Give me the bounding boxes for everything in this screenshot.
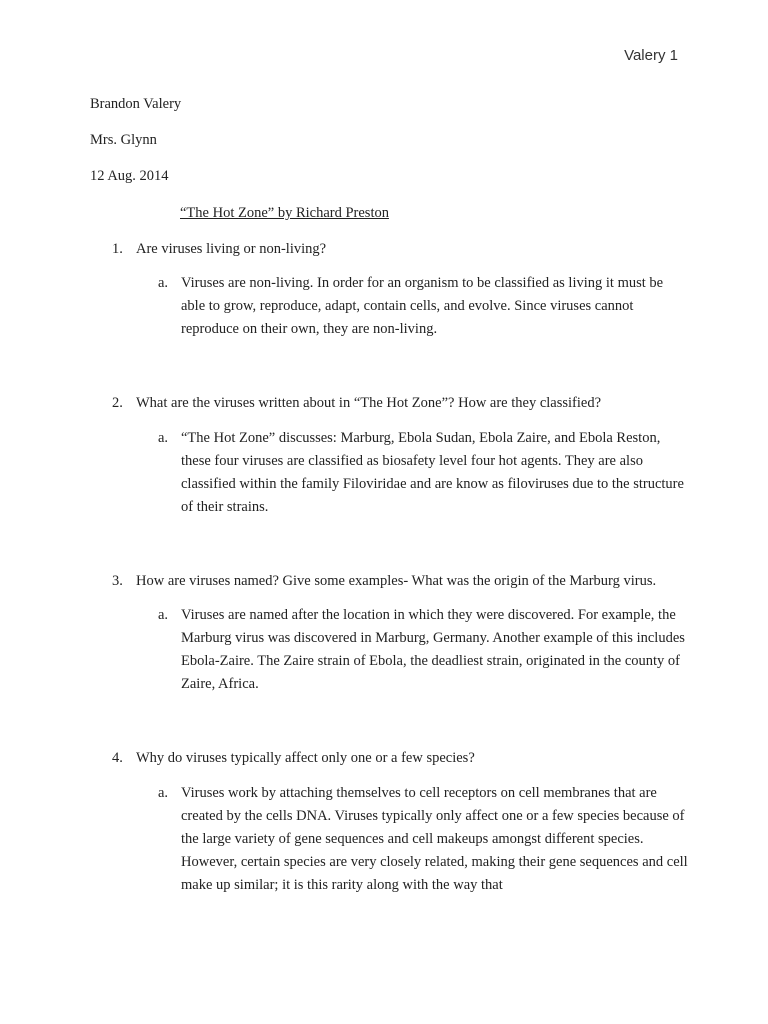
question-number: 2.	[112, 395, 123, 411]
answer-text: Viruses are non-living. In order for an organism to be classified as living it must be able to grow, reproduce, adapt, contain cells, and evolve. Since viruses cannot reproduce on their own, they are non-living.	[181, 275, 664, 337]
date-line: 12 Aug. 2014	[90, 168, 169, 184]
answer-text: Viruses work by attaching themselves to cell receptors on cell membranes that are created by the cells DNA. Viruses typically only affect one or a few species because of the large variety of gene sequences and cell makeups amongst different species. However, certain species are very closely related, making their gene sequences and cell make up similar; it is this rarity along with the way that	[181, 785, 688, 893]
question-number: 1.	[112, 241, 123, 257]
question-text: How are viruses named? Give some examples- What was the origin of the Marburg virus.	[136, 573, 657, 589]
question-1	[112, 240, 692, 258]
question-number: 3.	[112, 573, 123, 589]
student-name: Brandon Valery	[90, 96, 182, 112]
question-4	[112, 749, 692, 767]
question-2	[112, 394, 692, 412]
answer-text: “The Hot Zone” discusses: Marburg, Ebola Sudan, Ebola Zaire, and Ebola Reston, these four viruses are classified as biosafety level four hot agents. They are also classified within the family Filoviridae and are know as filoviruses due to the structure of their strains.	[181, 430, 684, 515]
answer-letter: a.	[158, 785, 169, 801]
question-text: Why do viruses typically affect only one or a few species?	[136, 750, 475, 766]
question-3	[112, 572, 692, 590]
answer-letter: a.	[158, 430, 169, 446]
teacher-name: Mrs. Glynn	[90, 132, 157, 148]
question-number: 4.	[112, 750, 123, 766]
running-header: Valery 1	[624, 47, 678, 64]
answer-text: Viruses are named after the location in which they were discovered. For example, the Marburg virus was discovered in Marburg, Germany. Another example of this includes Ebola-Zaire. The Zaire strain of Ebola, the deadliest strain, originated in the county of Zaire, Africa.	[181, 607, 685, 692]
answer-1	[158, 272, 688, 341]
document-title: “The Hot Zone” by Richard Preston	[180, 205, 389, 221]
question-text: What are the viruses written about in “The Hot Zone”? How are they classified?	[136, 395, 602, 411]
answer-2	[158, 427, 688, 519]
question-text: Are viruses living or non-living?	[136, 241, 327, 257]
answer-3	[158, 604, 688, 696]
answer-4	[158, 782, 688, 897]
answer-letter: a.	[158, 275, 169, 291]
answer-letter: a.	[158, 607, 169, 623]
